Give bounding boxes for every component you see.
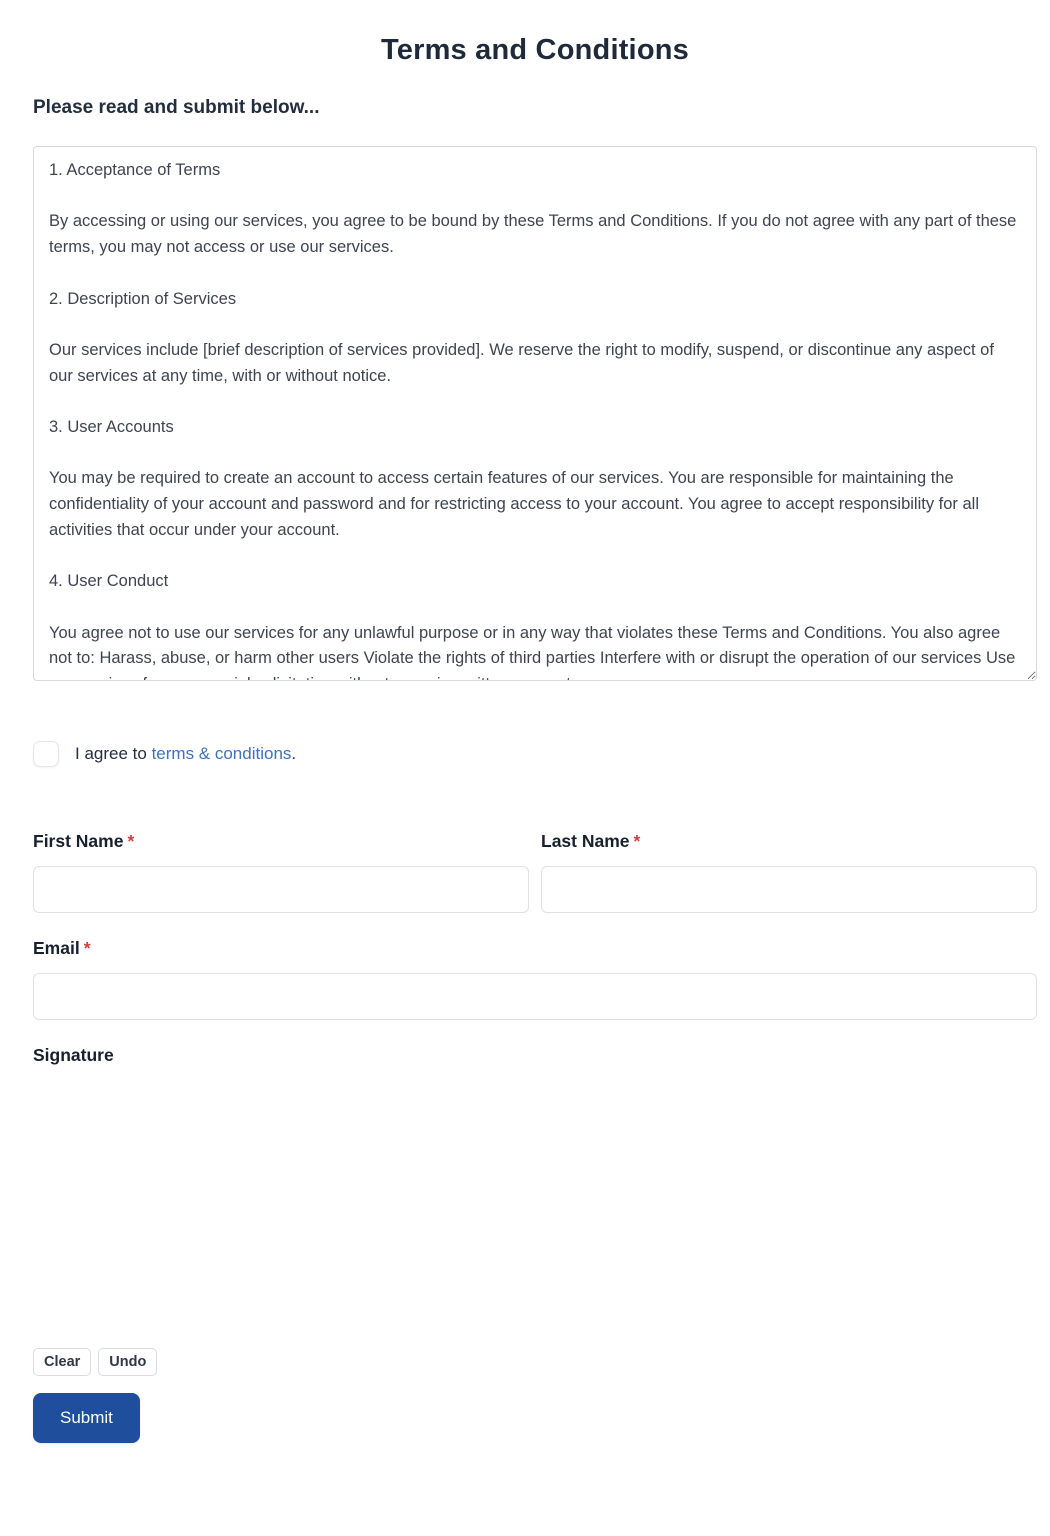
first-name-label-text: First Name [33, 831, 124, 851]
first-name-input[interactable] [33, 866, 529, 913]
signature-clear-button[interactable]: Clear [33, 1348, 91, 1376]
signature-label: Signature [33, 1045, 114, 1065]
required-asterisk: * [633, 831, 641, 851]
email-label [33, 938, 1037, 959]
last-name-label-text: Last Name [541, 831, 630, 851]
signature-actions [33, 1348, 1037, 1376]
instructions-subtitle: Please read and submit below... [33, 97, 320, 118]
agree-label-prefix: I agree to [75, 744, 152, 763]
email-label-text: Email [33, 938, 80, 958]
agree-checkbox[interactable] [33, 741, 59, 767]
first-name-group [33, 831, 529, 913]
required-asterisk: * [127, 831, 135, 851]
last-name-label [541, 831, 1037, 852]
email-input[interactable] [33, 973, 1037, 1020]
page-title: Terms and Conditions [381, 34, 689, 66]
agreement-row [33, 741, 1037, 767]
agree-label [75, 744, 296, 764]
first-name-label [33, 831, 529, 852]
last-name-group [541, 831, 1037, 913]
terms-conditions-link[interactable]: terms & conditions [151, 744, 292, 763]
agree-label-suffix: . [291, 744, 297, 763]
email-group [33, 938, 1037, 1020]
name-row [33, 831, 1037, 913]
signature-pad[interactable] [33, 1080, 1037, 1348]
submit-button[interactable]: Submit [33, 1393, 140, 1443]
terms-textarea[interactable] [33, 146, 1037, 681]
signature-undo-button[interactable]: Undo [98, 1348, 157, 1376]
signature-group [33, 1045, 1037, 1376]
last-name-input[interactable] [541, 866, 1037, 913]
required-asterisk: * [83, 938, 91, 958]
form-fields [33, 831, 1037, 1443]
